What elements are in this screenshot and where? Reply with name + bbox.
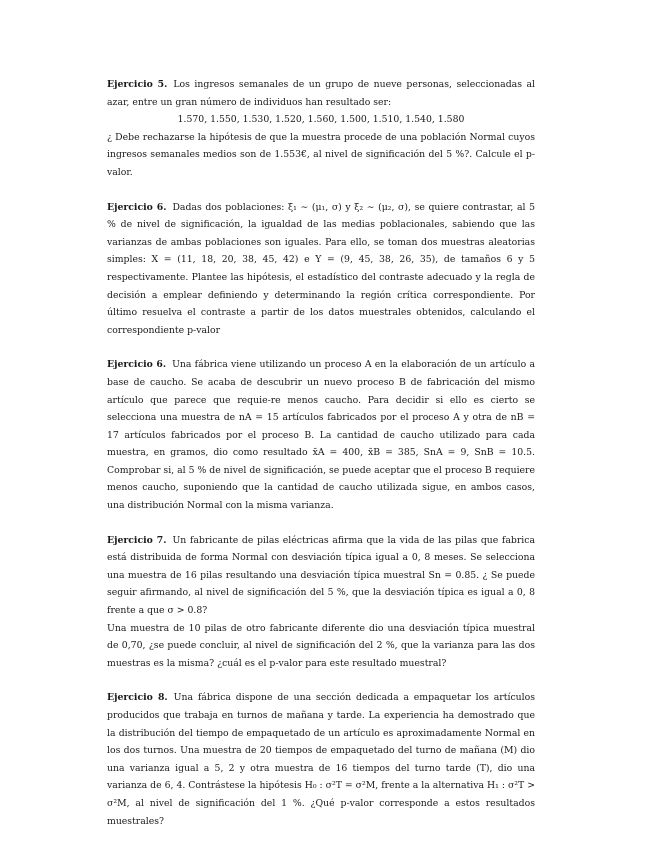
exercise-6a [107, 199, 535, 340]
document-page [107, 76, 535, 847]
exercise-text: Una fábrica viene utilizando un proceso A en la elaboración de un artículo a base de caucho. Se acaba de descubrir un nuevo proceso B de fabricación del mismo artículo que parece que requie-re menos caucho. Para decidir si ello es cierto se selecciona una muestra de nA = 15 artículos fabricados por el proceso A y otra de nB = 17 artículos fabricados por el proceso B. La cantidad de caucho utilizado para cada muestra, en gramos, dio como resultado x̄A = 400, x̄B = 385, SnA = 9, SnB = 10.5. Comprobar si, al 5 % de nivel de significación, se puede aceptar que el proceso B requiere menos caucho, suponiendo que la cantidad de caucho utilizada sigue, en ambos casos, una distribución Normal con la misma varianza. [107, 359, 535, 512]
exercise-text-continued: Una muestra de 10 pilas de otro fabricante diferente dio una desviación típica muestral de 0,70, ¿se puede concluir, al nivel de significación del 2 %, que la varianza para las dos muestras es la misma? ¿cuál es el p-valor para este resultado muestral? [107, 622, 535, 669]
exercise-text: Los ingresos semanales de un grupo de nueve personas, seleccionadas al azar, entre un gran número de individuos han resultado ser: [107, 79, 536, 108]
exercise-label: Ejercicio 7. [107, 534, 167, 546]
exercise-text: Un fabricante de pilas eléctricas afirma que la vida de las pilas que fabrica está distribuida de forma Normal con desviación típica igual a 0, 8 meses. Se selecciona una muestra de 16 pilas resultando una desviación típica muestral Sn = 0.85. ¿ Se puede seguir afirmando, al nivel de significación del 5 %, que la desviación típica es igual a 0, 8 frente a que σ > 0.8? [107, 534, 535, 617]
data-values: 1.570, 1.550, 1.530, 1.520, 1.560, 1.500, 1.510, 1.540, 1.580 [177, 114, 465, 126]
exercise-6b [107, 356, 535, 514]
exercise-8 [107, 689, 535, 830]
exercise-7 [107, 532, 535, 673]
exercise-text: Una fábrica dispone de una sección dedicada a empaquetar los artículos producidos que trabaja en turnos de mañana y tarde. La experiencia ha demostrado que la distribución del tiempo de empaquetado de un artículo es aproximadamente Normal en los dos turnos. Una muestra de 20 tiempos de empaquetado del turno de mañana (M) dio una varianza igual a 5, 2 y otra muestra de 16 tiempos del turno tarde (T), dio una varianza de 6, 4. Contrástese la hipótesis H₀ : σ²T = σ²M, frente a la alternativa H₁ : σ²T > σ²M, al nivel de significación del 1 %. ¿Qué p-valor corresponde a estos resultados muestrales? [107, 692, 535, 827]
exercise-label: Ejercicio 8. [107, 692, 168, 704]
exercise-label: Ejercicio 5. [107, 79, 168, 90]
exercise-5 [107, 76, 535, 182]
exercise-question: ¿ Debe rechazarse la hipótesis de que la muestra procede de una población Normal cuyos ingresos semanales medios son de 1.553€, al nivel de significación del 5 %?. Calcule el p-valor. [107, 131, 535, 178]
exercise-text: Dadas dos poblaciones: ξ₁ ∼ (μ₁, σ) y ξ₂ ∼ (μ₂, σ), se quiere contrastar, al 5 % de nivel de significación, la igualdad de las medias poblacionales, sabiendo que las varianzas de ambas poblaciones son iguales. Para ello, se toman dos muestras aleatorias simples: X = (11, 18, 20, 38, 45, 42) e Y = (9, 45, 38, 26, 35), de tamaños 6 y 5 respectivamente. Plantee las hipótesis, el estadístico del contraste adecuado y la regla de decisión a emplear definiendo y determinando la región crítica correspondiente. Por último resuelva el contraste a partir de los datos muestrales obtenidos, calculando el correspondiente p-valor [107, 201, 536, 336]
exercise-label: Ejercicio 6. [107, 359, 167, 371]
exercise-label: Ejercicio 6. [107, 201, 167, 213]
